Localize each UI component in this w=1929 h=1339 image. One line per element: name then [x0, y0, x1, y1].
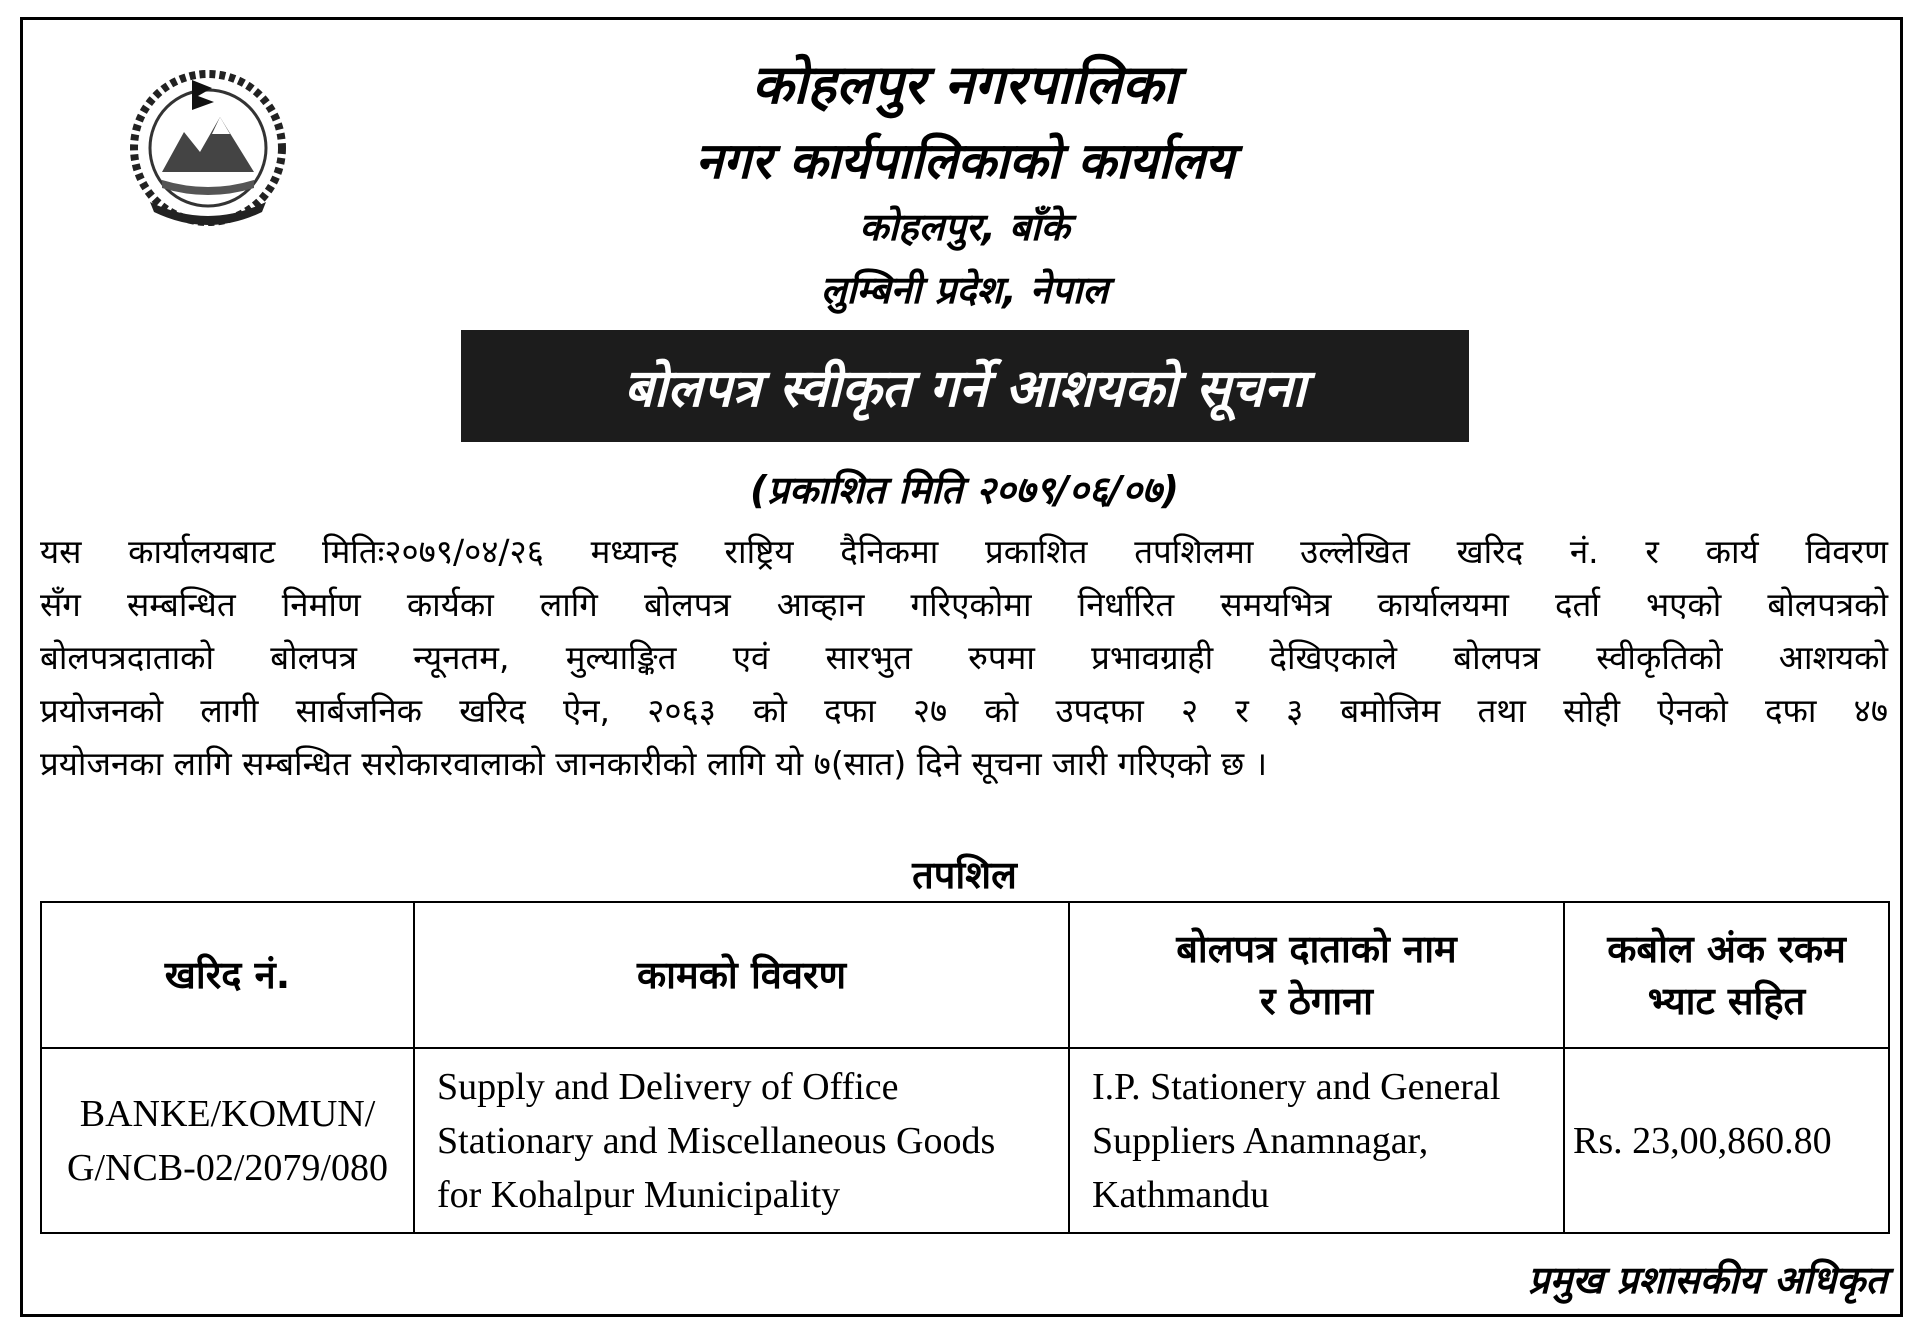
municipality-name: कोहलपुर नगरपालिका	[751, 53, 1178, 116]
table-title: तपशिल	[912, 853, 1017, 897]
cell-work-description	[414, 1048, 1069, 1233]
province-country: लुम्बिनी प्रदेश, नेपाल	[820, 268, 1109, 312]
published-date: (प्रकाशित मिति २०७९/०६/०७)	[749, 468, 1180, 512]
signature-title: प्रमुख प्रशासकीय अधिकृत	[1527, 1258, 1887, 1302]
header-amount	[1564, 902, 1889, 1048]
notice-title: बोलपत्र स्वीकृत गर्ने आशयको सूचना	[624, 358, 1306, 419]
body-line: यस कार्यालयबाट मितिः२०७९/०४/२६ मध्यान्ह राष्ट्रिय दैनिकमा प्रकाशित तपशिलमा उल्लेखित खरिद नं. र कार्य विवरण	[40, 532, 1888, 571]
cell-line: Kathmandu	[1092, 1173, 1270, 1216]
cell-line: I.P. Stationery and General	[1092, 1065, 1501, 1108]
notice-body	[40, 525, 1888, 790]
header-amount-line: भ्याट सहित	[1647, 979, 1806, 1023]
cell-line: G/NCB-02/2079/080	[67, 1146, 388, 1189]
header-bidder-line: बोलपत्र दाताको नाम	[1176, 927, 1457, 971]
notice-title-banner	[461, 330, 1469, 442]
cell-line: BANKE/KOMUN/	[79, 1092, 376, 1135]
header-amount-line: कबोल अंक रकम	[1607, 927, 1846, 971]
cell-line: Suppliers Anamnagar,	[1092, 1119, 1429, 1162]
cell-line: for Kohalpur Municipality	[437, 1173, 841, 1216]
cell-line: Stationary and Miscellaneous Goods	[437, 1119, 996, 1162]
cell-purchase-no	[41, 1048, 414, 1233]
cell-line: Supply and Delivery of Office	[437, 1065, 899, 1108]
body-line: प्रयोजनका लागि सम्बन्धित सरोकारवालाको जानकारीको लागि यो ७(सात) दिने सूचना जारी गरिएको छ ।	[40, 744, 1268, 783]
table-header-row	[41, 902, 1889, 1048]
header-bidder	[1069, 902, 1564, 1048]
office-name: नगर कार्यपालिकाको कार्यालय	[695, 132, 1234, 190]
header-purchase-no: खरिद नं.	[41, 902, 414, 1048]
details-table	[40, 901, 1890, 1234]
header-bidder-line: र ठेगाना	[1259, 979, 1374, 1023]
body-line: सँग सम्बन्धित निर्माण कार्यका लागि बोलपत्र आव्हान गरिएकोमा निर्धारित समयभित्र कार्यालयमा दर्ता भएको बोलपत्रको	[40, 585, 1888, 624]
body-line: प्रयोजनको लागी सार्बजनिक खरिद ऐन, २०६३ को दफा २७ को उपदफा २ र ३ बमोजिम तथा सोही ऐनको दफा ४७	[40, 691, 1888, 730]
body-line: बोलपत्रदाताको बोलपत्र न्यूनतम, मुल्याङ्कित एवं सारभुत रुपमा प्रभावग्राही देखिएकाले बोलपत्र स्वीकृतिको आशयको	[40, 638, 1888, 677]
header-work-description: कामको विवरण	[414, 902, 1069, 1048]
cell-amount: Rs. 23,00,860.80	[1564, 1048, 1889, 1233]
office-location: कोहलपुर, बाँके	[859, 205, 1070, 249]
table-row	[41, 1048, 1889, 1233]
cell-bidder	[1069, 1048, 1564, 1233]
